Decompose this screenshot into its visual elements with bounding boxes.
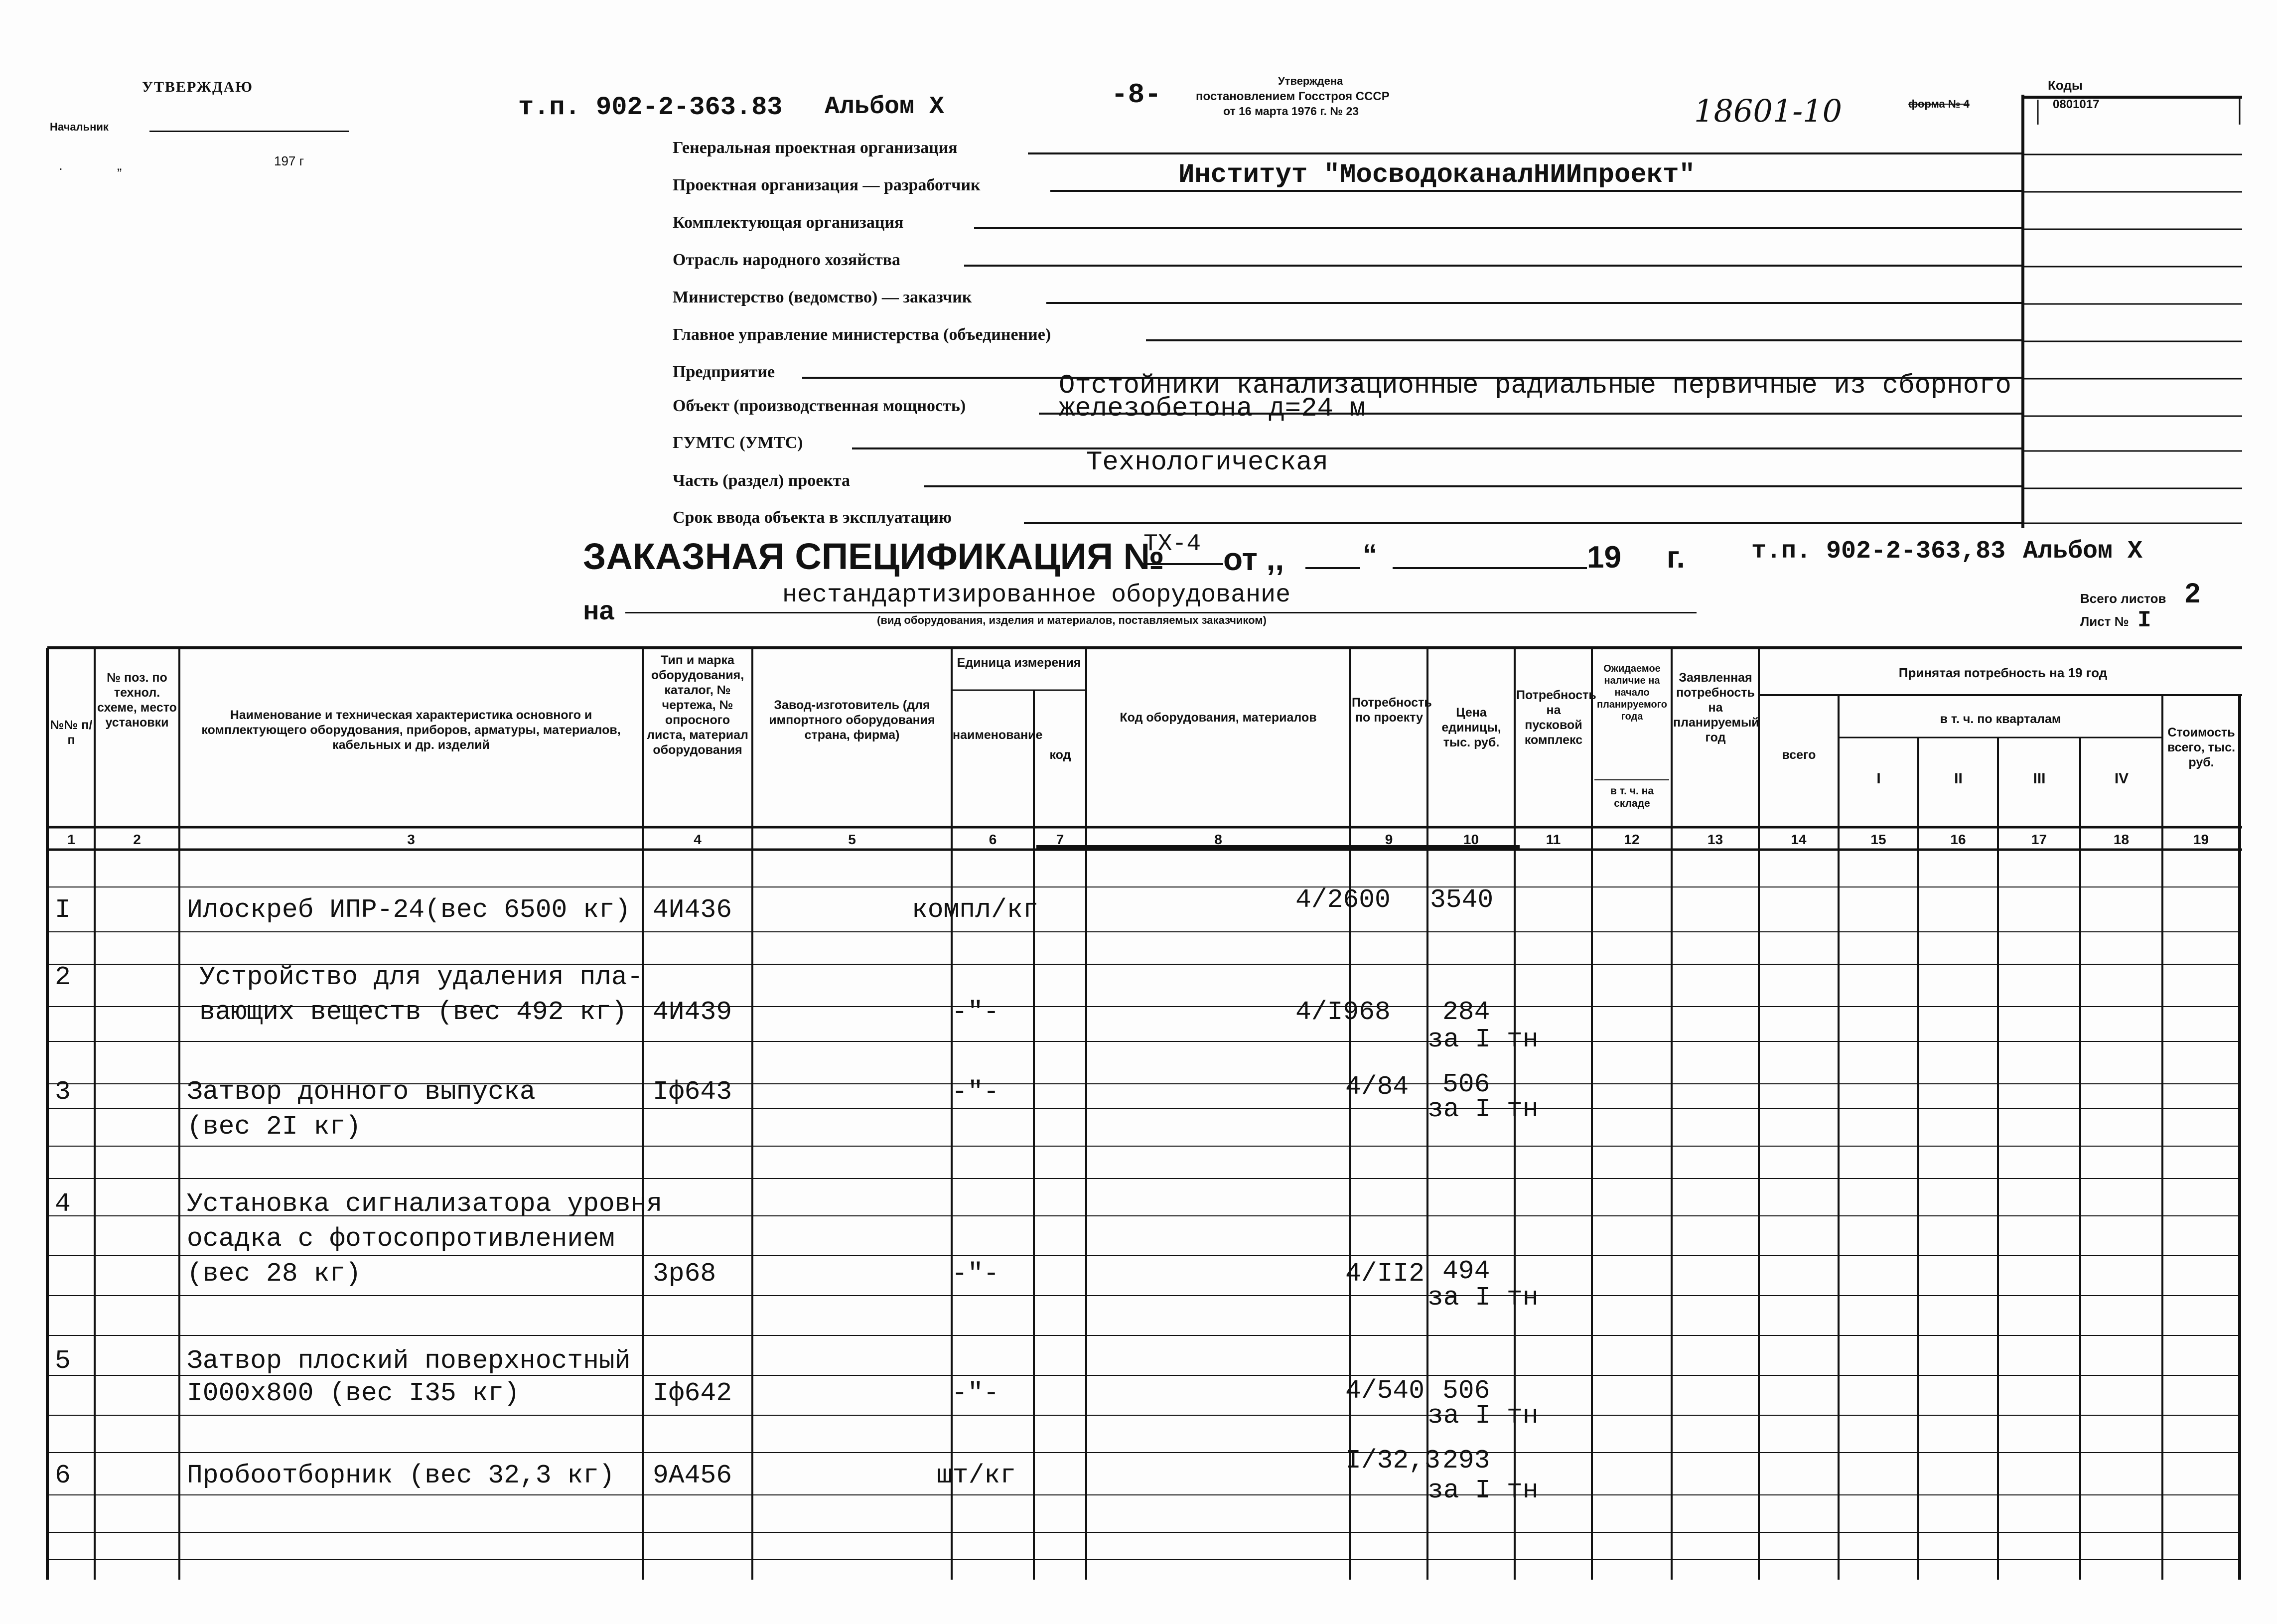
row-6-need: I/32,3 <box>1345 1446 1440 1476</box>
field-label-ministry: Министерство (ведомство) — заказчик <box>673 288 972 306</box>
spec-title: ЗАКАЗНАЯ СПЕЦИФИКАЦИЯ № <box>583 536 1165 577</box>
row-4-unit: -"- <box>952 1259 999 1289</box>
row-2-name-line-1: Устройство для удаления пла- <box>199 962 643 992</box>
field-label-design-org: Проектная организация — разработчик <box>673 176 981 194</box>
spec-from: от ,, <box>1223 541 1284 577</box>
col-header-7: код <box>1049 748 1071 762</box>
row-5-num: 5 <box>55 1346 71 1376</box>
specification-page: УТВЕРЖДАЮ Начальник . „ 197 г т.п. 902-2-363.83 Альбом X -8- Утверждена постановлением Госстроя СССР от 16 марта 1976 г. № 23 18601-10 форма № 4 Коды 0801017 Генеральная проектная организация Проектная организация — разработчик Институт "МосводоканалНИИпроект" Комплектующая организация Отрасль народного хозяйства Министерство (ведомство) — заказчик Главное управление министерства (объединение) Предприятие Отстойники канализационные радиальные первичные из сборного Объект (производственная мощность) железобетона д=24 м ГУМТС (УМТС) Часть (раздел) проекта Технологическая Срок ввода объекта в эксплуатацию ЗАКАЗНАЯ СПЕЦИФИКАЦИЯ № ТХ-4 от ,, “ 19 г. т.п. 902-2-363,83 Альбом X на нестандартизированное оборудование (вид оборудования, изделия и материалов, поставляемых заказчиком) Всего листов 2 Лист № I №№ п/п № поз. по технол. схеме, место установки Наименование и техническая характеристика основного и комплектующего оборудования, приборов, арматуры, материалов, кабельных и др. изделий Тип и марка оборудования, каталог, № чертежа, № опросного листа, материал оборудования Завод-изготовитель (для импортного оборудования страна, фирма) Единица измерения наименование код Код оборудования, материалов Потребность по проекту Цена единицы, тыс. руб. Потребность на пусковой комплекс Ожидаемое наличие на начало планируемого года в т. ч. на складе Заявленная потребность на планируемый год Принятая потребность на 19 год всего в т. ч. по кварталам I II III IV Стоимость всего, тыс. руб. 1 2 3 4 5 6 7 8 9 10 11 12 13 14 15 16 17 18 19 I Илоскреб ИПР-24(вес 6500 кг) 4И436 компл/кг 4/2600 3540 2 Устройство для удаления пла- вающих веществ (вес 492 кг) 4И439 -"- 4/I968 284 за I тн 3 Затвор донного выпуска (вес 2I кг) Iф643 -"- 4/84 506 за I тн 4 Установка сигнализатора уровня осадка с фотосопротивлением (вес 28 кг) 3р68 -"- 4/II2 494 за I тн 5 Затвор плоский поверхностный I000x800 (вес I35 кг) Iф642 -"- 4/540 506 за I тн 6 Пробоотборник (вес 32,3 кг) 9А456 шт/кг I/32,3 293 за I тн <box>0 0 2277 1624</box>
row-6-type: 9А456 <box>653 1461 732 1490</box>
field-value-design-org: Институт "МосводоканалНИИпроект" <box>1178 160 1695 190</box>
col-number: 2 <box>133 832 141 847</box>
field-label-commission-date: Срок ввода объекта в эксплуатацию <box>673 508 952 527</box>
row-2-num: 2 <box>55 962 71 992</box>
col-header-19: Стоимость всего, тыс. руб. <box>2167 726 2236 769</box>
row-5-price-note: за I тн <box>1427 1401 1539 1431</box>
row-2-type: 4И439 <box>653 997 732 1027</box>
row-5-price: 506 <box>1442 1376 1490 1406</box>
field-label-gumts: ГУМТС (УМТС) <box>673 434 803 452</box>
approved-line-3: от 16 марта 1976 г. № 23 <box>1223 105 1359 118</box>
row-1-price: 3540 <box>1430 885 1494 915</box>
approval-chief-label: Начальник <box>50 121 109 133</box>
field-label-general-org: Генеральная проектная организация <box>673 139 958 157</box>
col-header-17: III <box>2033 770 2046 787</box>
row-3-name-line-1: Затвор донного выпуска <box>187 1077 536 1107</box>
field-label-main-directorate: Главное управление министерства (объединение) <box>673 325 1051 344</box>
row-5-name-line-1: Затвор плоский поверхностный <box>187 1346 631 1376</box>
row-4-type: 3р68 <box>653 1259 716 1289</box>
form-label: форма № 4 <box>1908 98 1970 110</box>
col-header-10: Цена единицы, тыс. руб. <box>1441 706 1501 749</box>
quarters-group-header: в т. ч. по кварталам <box>1940 712 2061 726</box>
row-5-unit: -"- <box>952 1378 999 1408</box>
accepted-group-header: Принятая потребность на 19 год <box>1898 665 2108 680</box>
spec-number: ТХ-4 <box>1143 531 1201 558</box>
col-header-11: Потребность на пусковой комплекс <box>1516 688 1596 747</box>
col-header-8: Код оборудования, материалов <box>1120 711 1317 725</box>
row-4-num: 4 <box>55 1189 71 1219</box>
total-sheets-label: Всего листов <box>2080 591 2166 606</box>
col-number: 3 <box>407 832 415 847</box>
row-3-unit: -"- <box>952 1077 999 1107</box>
code-value: 0801017 <box>2053 98 2100 111</box>
col-number: 1 <box>67 832 75 847</box>
col-number: 15 <box>1870 832 1886 847</box>
row-4-name-line-3: (вес 28 кг) <box>187 1259 361 1289</box>
row-3-name-line-2: (вес 2I кг) <box>187 1112 361 1142</box>
approval-title: УТВЕРЖДАЮ <box>142 79 254 95</box>
field-value-enterprise: Отстойники канализационные радиальные первичные из сборного <box>1059 371 2011 401</box>
col-number: 14 <box>1791 832 1807 847</box>
row-3-type: Iф643 <box>653 1077 732 1107</box>
spec-subject: нестандартизированное оборудование <box>782 581 1291 609</box>
code-label: Коды <box>2048 78 2083 93</box>
col-header-3: Наименование и техническая характеристика основного и комплектующего оборудования, приборов, арматуры, материалов, кабельных и др. изделий <box>201 708 621 752</box>
page-number: -8- <box>1111 79 1161 111</box>
total-sheets: 2 <box>2185 577 2201 608</box>
col-header-18: IV <box>2114 770 2129 787</box>
col-number: 6 <box>989 832 997 847</box>
spec-tp-right: т.п. 902-2-363,83 <box>1751 537 2006 566</box>
col-header-15: I <box>1876 770 1881 787</box>
row-2-name-line-2: вающих веществ (вес 492 кг) <box>199 997 627 1027</box>
col-number: 5 <box>848 832 856 847</box>
col-number: 18 <box>2113 832 2130 847</box>
row-5-need: 4/540 <box>1345 1376 1425 1406</box>
row-4-name-line-1: Установка сигнализатора уровня <box>187 1189 663 1219</box>
field-label-industry: Отрасль народного хозяйства <box>673 251 901 269</box>
row-3-need: 4/84 <box>1345 1072 1409 1102</box>
approved-line-2: постановлением Госстроя СССР <box>1196 90 1390 103</box>
row-6-unit: шт/кг <box>937 1461 1016 1490</box>
sheet-label: Лист № <box>2080 614 2129 629</box>
field-value-object: железобетона д=24 м <box>1059 394 1366 424</box>
unit-group-header: Единица измерения <box>957 656 1081 670</box>
col-header-12b: в т. ч. на складе <box>1610 785 1654 810</box>
col-header-16: II <box>1954 770 1963 787</box>
col-header-13: Заявленная потребность на планируемый год <box>1673 671 1759 744</box>
col-number: 12 <box>1624 832 1640 847</box>
row-3-num: 3 <box>55 1077 71 1107</box>
col-number: 19 <box>2193 832 2209 847</box>
row-2-price-note: за I тн <box>1427 1025 1539 1054</box>
row-2-price: 284 <box>1442 997 1490 1027</box>
col-header-5: Завод-изготовитель (для импортного оборудования страна, фирма) <box>769 698 935 742</box>
row-6-num: 6 <box>55 1461 71 1490</box>
col-header-2: № поз. по технол. схеме, место установки <box>97 671 177 730</box>
row-5-type: Iф642 <box>653 1378 732 1408</box>
spec-year: 19 <box>1587 540 1621 575</box>
row-2-unit: -"- <box>952 997 999 1027</box>
row-5-name-line-2: I000x800 (вес I35 кг) <box>187 1378 520 1408</box>
col-number: 4 <box>694 832 702 847</box>
row-1-num: I <box>55 895 71 925</box>
field-label-object: Объект (производственная мощность) <box>673 397 966 415</box>
col-header-4: Тип и марка оборудования, каталог, № чертежа, № опросного листа, материал оборудования <box>647 653 748 757</box>
album-label: Альбом X <box>825 93 945 121</box>
row-1-type: 4И436 <box>653 895 732 925</box>
col-number: 17 <box>2031 832 2047 847</box>
col-header-9: Потребность по проекту <box>1352 696 1432 725</box>
row-4-price-note: за I тн <box>1427 1283 1539 1313</box>
row-1-name: Илоскреб ИПР-24(вес 6500 кг) <box>187 895 631 925</box>
row-6-price: 293 <box>1442 1446 1490 1476</box>
row-2-need: 4/I968 <box>1295 997 1391 1027</box>
handwritten-number: 18601-10 <box>1694 93 1843 129</box>
approved-line-1: Утверждена <box>1278 75 1343 87</box>
row-1-unit: компл/кг <box>912 895 1039 925</box>
spec-year-suffix: г. <box>1667 540 1685 575</box>
col-header-12: Ожидаемое наличие на начало планируемого года <box>1597 663 1667 722</box>
col-header-6: наименование <box>953 728 1043 742</box>
tp-number: т.п. 902-2-363.83 <box>518 93 783 122</box>
sheet-number: I <box>2137 607 2151 633</box>
row-4-price: 494 <box>1442 1256 1490 1286</box>
col-number: 11 <box>1546 832 1561 847</box>
col-number: 16 <box>1950 832 1966 847</box>
row-3-price: 506 <box>1442 1069 1490 1099</box>
spec-quote: “ <box>1363 539 1377 571</box>
col-header-1: №№ п/п <box>50 718 93 747</box>
row-4-name-line-2: осадка с фотосопротивлением <box>187 1224 615 1254</box>
row-4-need: 4/II2 <box>1345 1259 1425 1289</box>
field-label-enterprise: Предприятие <box>673 363 775 381</box>
row-1-need: 4/2600 <box>1295 885 1391 915</box>
col-number: 10 <box>1463 832 1479 847</box>
col-number: 13 <box>1707 832 1723 847</box>
col-header-14: всего <box>1782 748 1816 762</box>
spec-album-right: Альбом X <box>2023 537 2143 566</box>
col-number: 8 <box>1214 832 1222 847</box>
field-label-completing-org: Комплектующая организация <box>673 213 904 232</box>
row-3-price-note: за I тн <box>1427 1094 1539 1124</box>
row-6-name: Пробоотборник (вес 32,3 кг) <box>187 1461 615 1490</box>
approval-year-label: 197 г <box>274 153 304 168</box>
row-6-price-note: за I тн <box>1427 1476 1539 1505</box>
spec-subject-caption: (вид оборудования, изделия и материалов, поставляемых заказчиком) <box>877 614 1267 626</box>
field-value-project-part: Технологическая <box>1086 447 1329 478</box>
col-number: 7 <box>1056 832 1064 847</box>
col-number: 9 <box>1385 832 1393 847</box>
field-label-project-part: Часть (раздел) проекта <box>673 471 850 490</box>
spec-na-label: на <box>583 595 614 625</box>
